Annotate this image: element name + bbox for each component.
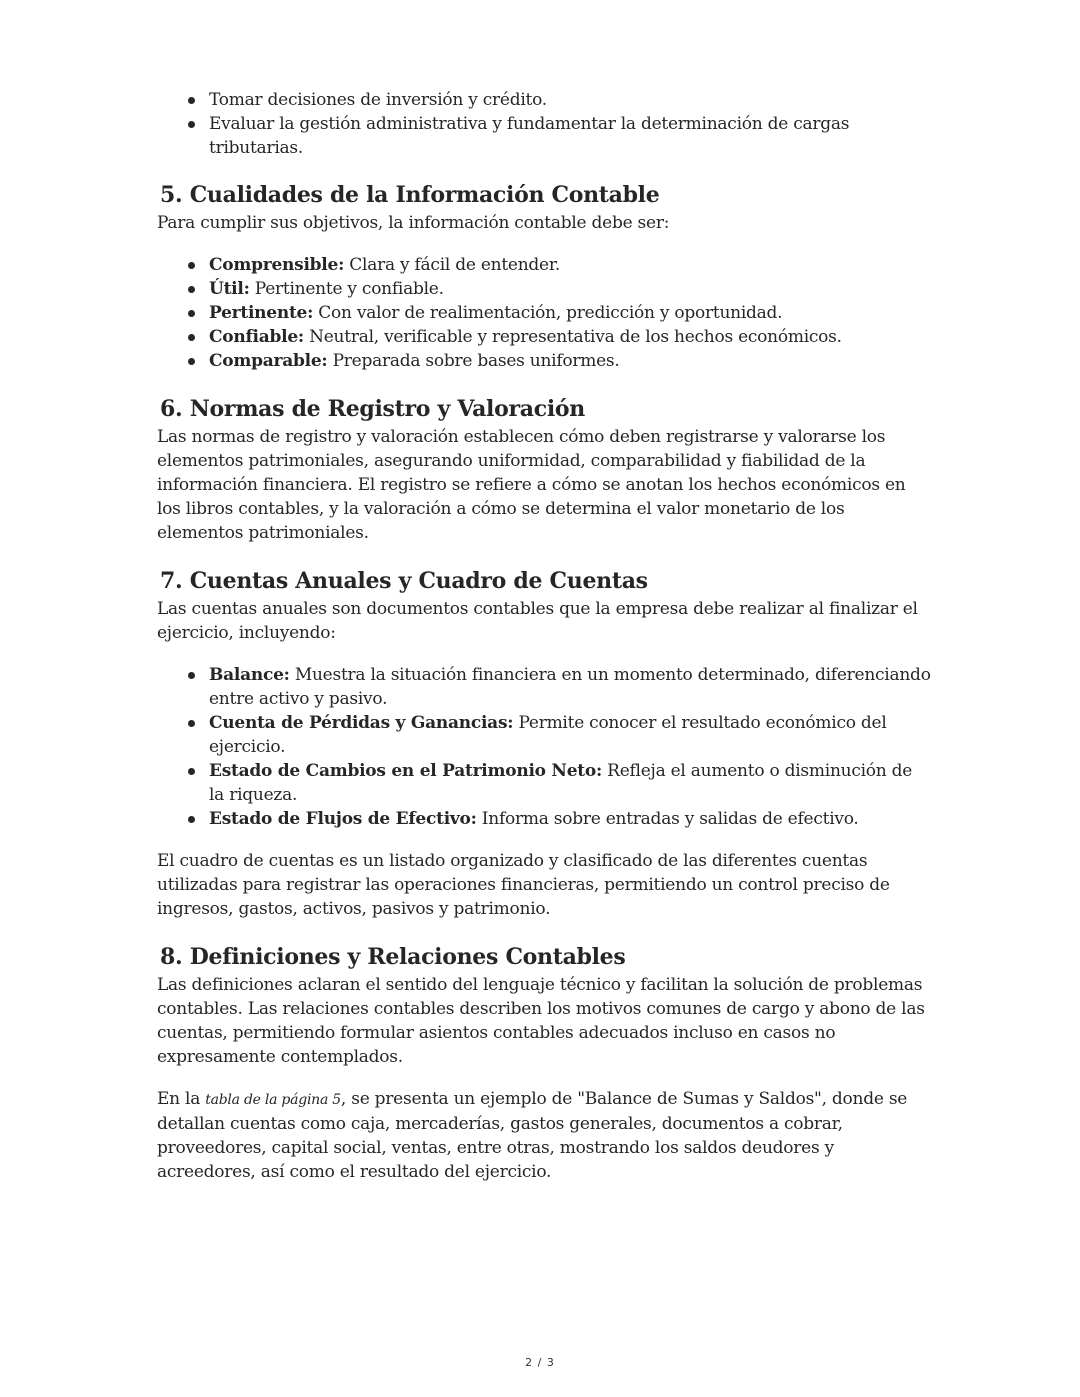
list-item xyxy=(209,253,932,277)
list-item-term: Balance: xyxy=(209,665,290,685)
page-number: 2 / 3 xyxy=(525,1356,555,1369)
list-item xyxy=(209,301,932,325)
list-item: Tomar decisiones de inversión y crédito. xyxy=(209,88,932,112)
list-item-term: Confiable: xyxy=(209,327,304,347)
text-run: , se presenta un ejemplo de "Balance de Sumas y Saldos", donde se detallan cuentas como caja, mercaderías, gastos generales, documentos a cobrar, proveedores, capital social, ventas, entre otras, mostrando los saldos deudores y acreedores, así como el resultado del ejercicio. xyxy=(157,1089,908,1182)
section-7-closing: El cuadro de cuentas es un listado organizado y clasificado de las diferentes cuentas utilizadas para registrar las operaciones financieras, permitiendo un control preciso de ingresos, gastos, activos, pasivos y patrimonio. xyxy=(157,851,890,919)
list-item xyxy=(209,277,932,301)
table-reference: tabla de la página 5 xyxy=(205,1092,341,1108)
section-8-table-reference xyxy=(157,1087,932,1184)
list-item xyxy=(209,807,932,831)
intro-bullet-list xyxy=(157,88,932,160)
annual-accounts-list xyxy=(157,663,932,831)
list-item-term: Estado de Flujos de Efectivo: xyxy=(209,809,477,829)
section-heading-6: 6. Normas de Registro y Valoración xyxy=(160,396,585,422)
list-item xyxy=(209,759,932,807)
list-item xyxy=(209,663,932,711)
list-item-term: Comparable: xyxy=(209,351,328,371)
list-item: Evaluar la gestión administrativa y fundamentar la determinación de cargas tributarias. xyxy=(209,112,932,160)
list-item-text: Clara y fácil de entender. xyxy=(349,255,561,275)
list-item xyxy=(209,325,932,349)
list-item-text: Con valor de realimentación, predicción y oportunidad. xyxy=(318,303,783,323)
section-heading-8: 8. Definiciones y Relaciones Contables xyxy=(160,944,626,970)
document-page xyxy=(157,88,932,1184)
list-item-term: Comprensible: xyxy=(209,255,345,275)
text-run: En la xyxy=(157,1089,201,1109)
list-item-text: Preparada sobre bases uniformes. xyxy=(332,351,620,371)
list-item-text: Pertinente y confiable. xyxy=(254,279,444,299)
qualities-list xyxy=(157,253,932,373)
list-item-term: Estado de Cambios en el Patrimonio Neto: xyxy=(209,761,602,781)
list-item-text: Informa sobre entradas y salidas de efectivo. xyxy=(481,809,859,829)
list-item-text: Muestra la situación financiera en un momento determinado, diferenciando entre activo y pasivo. xyxy=(209,665,931,709)
list-item-text: Permite conocer el resultado económico del ejercicio. xyxy=(209,713,887,757)
section-7-intro: Las cuentas anuales son documentos contables que la empresa debe realizar al finalizar el ejercicio, incluyendo: xyxy=(157,599,918,643)
list-item-text: Refleja el aumento o disminución de la riqueza. xyxy=(209,761,913,805)
section-heading-5: 5. Cualidades de la Información Contable xyxy=(160,182,660,208)
list-item xyxy=(209,349,932,373)
list-item-term: Útil: xyxy=(209,279,250,299)
list-item xyxy=(209,711,932,759)
list-item-term: Cuenta de Pérdidas y Ganancias: xyxy=(209,713,514,733)
list-item-term: Pertinente: xyxy=(209,303,314,323)
section-heading-7: 7. Cuentas Anuales y Cuadro de Cuentas xyxy=(160,568,648,594)
section-8-body: Las definiciones aclaran el sentido del lenguaje técnico y facilitan la solución de problemas contables. Las relaciones contables describen los motivos comunes de cargo y abono de las cuentas, permitiendo formular asientos contables adecuados incluso en casos no expresamente contemplados. xyxy=(157,975,925,1067)
section-6-body: Las normas de registro y valoración establecen cómo deben registrarse y valorarse los elementos patrimoniales, asegurando uniformidad, comparabilidad y fiabilidad de la información financiera. El registro se refiere a cómo se anotan los hechos económicos en los libros contables, y la valoración a cómo se determina el valor monetario de los elementos patrimoniales. xyxy=(157,427,906,543)
section-5-intro: Para cumplir sus objetivos, la información contable debe ser: xyxy=(157,213,670,233)
list-item-text: Neutral, verificable y representativa de los hechos económicos. xyxy=(309,327,842,347)
